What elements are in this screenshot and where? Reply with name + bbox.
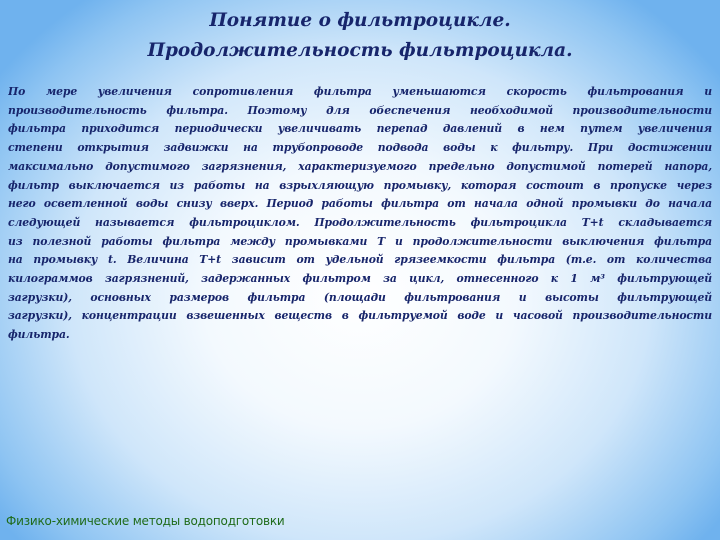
title-line-1: Понятие о фильтроцикле. [209, 10, 511, 31]
body-line: следующей называется фильтроциклом. Продолжительность фильтроцикла T+t складывается [8, 215, 712, 229]
title-line-2: Продолжительность фильтроцикла. [147, 40, 573, 61]
body-line: фильтра приходится периодически увеличивать перепад давлений в нем путем увеличения [8, 122, 712, 136]
body-line: По мере увеличения сопротивления фильтра уменьшаются скорость фильтрования и [8, 85, 712, 98]
body-line: фильтр выключается из работы на взрыхляющую промывку, которая состоит в пропуске через [8, 178, 712, 192]
body-line: производительность фильтра. Поэтому для обеспечения необходимой производительности [8, 103, 712, 117]
body-line: него осветленной воды снизу вверх. Период работы фильтра от начала одной промывки до начала [8, 197, 712, 211]
body-line: загрузки), основных размеров фильтра (площади фильтрования и высоты фильтрующей [8, 290, 712, 304]
slide-title [0, 6, 720, 66]
body-line: килограммов загрязнений, задержанных фильтром за цикл, отнесенного к 1 м³ фильтрующей [8, 272, 712, 286]
body-line: степени открытия задвижки на трубопроводе подвода воды к фильтру. При достижении [8, 141, 712, 155]
body-line: максимально допустимого загрязнения, характеризуемого предельно допустимой потерей напора, [8, 159, 712, 173]
body-line: фильтра. [8, 328, 70, 342]
body-line: из полезной работы фильтра между промывками T и продолжительности выключения фильтра [8, 234, 712, 248]
body-text [8, 83, 712, 345]
footer-text: Физико-химические методы водоподготовки [6, 514, 285, 528]
body-line: на промывку t. Величина T+t зависит от удельной грязеемкости фильтра (т.е. от количества [8, 253, 712, 267]
body-line: загрузки), концентрации взвешенных веществ в фильтруемой воде и часовой производительности [8, 309, 712, 323]
